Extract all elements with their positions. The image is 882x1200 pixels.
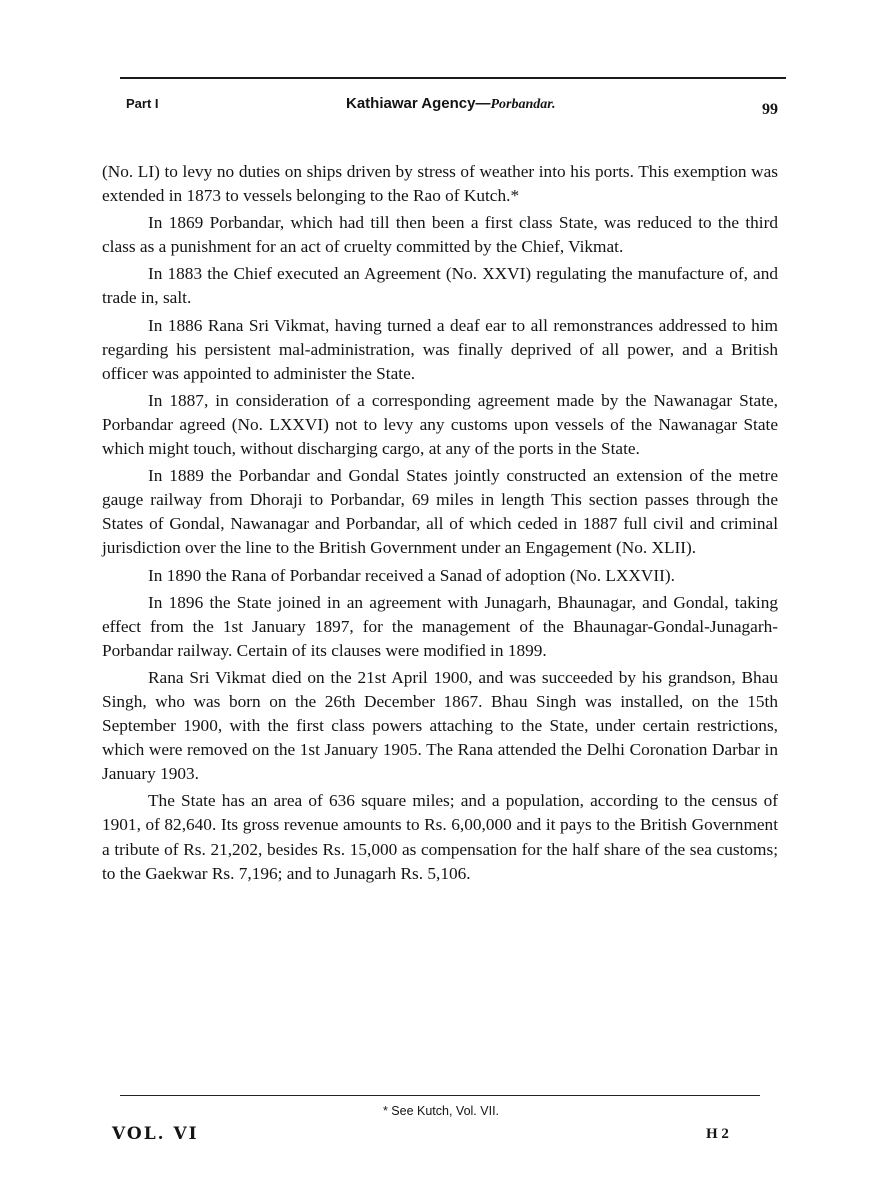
paragraph: The State has an area of 636 square miles; and a population, according to the census of 1901, of 82,640. Its gross revenue amounts to Rs. 6,00,000 and it pays to the British Government a tribute of Rs. 21,202, besides Rs. 15,000 as compensation for the half share of the sea customs; to the Gaekwar Rs. 7,196; and to Junagarh Rs. 5,106. [102,791,778,883]
paragraph: In 1883 the Chief executed an Agreement (No. XXVI) regulating the manufacture of, and trade in, salt. [102,264,778,308]
paragraph: In 1869 Porbandar, which had till then been a first class State, was reduced to the third class as a punishment for an act of cruelty committed by the Chief, Vikmat. [102,213,778,257]
paragraph: In 1896 the State joined in an agreement with Junagarh, Bhaunagar, and Gondal, taking effect from the 1st January 1897, for the management of the Bhaunagar-Gondal-Junagarh-Porbandar railway. Certain of its clauses were modified in 1899. [102,592,778,660]
paragraph: In 1886 Rana Sri Vikmat, having turned a deaf ear to all remonstrances addressed to him regarding his persistent mal-administration, was finally deprived of all power, and a British officer was appointed to administer the State. [102,315,778,383]
header-rule [120,77,786,79]
paragraph: (No. LI) to levy no duties on ships driven by stress of weather into his ports. This exemption was extended in 1873 to vessels belonging to the Rao of Kutch.* [102,162,778,206]
running-title [346,94,555,115]
page-number: 99 [762,101,778,118]
part-label: Part I [126,96,159,111]
footnote-rule [120,1095,760,1096]
running-title-sub: Porbandar. [490,97,556,112]
running-title-main: Kathiawar Agency— [346,95,491,112]
paragraph: In 1889 the Porbandar and Gondal States jointly constructed an extension of the metre gauge railway from Dhoraji to Porbandar, 69 miles in length This section passes through the States of Gondal, Nawanagar and Porbandar, all of which ceded in 1887 full civil and criminal jurisdiction over the line to the British Government under an Engagement (No. XLII). [102,466,778,558]
volume-signature: VOL. VI [112,1124,199,1144]
paragraph: In 1890 the Rana of Porbandar received a Sanad of adoption (No. LXXVII). [148,565,675,585]
paragraph: Rana Sri Vikmat died on the 21st April 1900, and was succeeded by his grandson, Bhau Singh, who was born on the 26th December 1867. Bhau Singh was installed, on the 15th September 1900, with the first class powers attaching to the State, under certain restrictions, which were removed on the 1st January 1905. The Rana attended the Delhi Coronation Darbar in January 1903. [102,667,778,784]
body-text [102,160,778,886]
paragraph: In 1887, in consideration of a corresponding agreement made by the Nawanagar State, Porbandar agreed (No. LXXVI) not to levy any customs upon vessels of the Nawanagar State which might touch, without discharging cargo, at any of the ports in the State. [102,390,778,459]
sheet-signature: H 2 [706,1126,729,1142]
footnote: * See Kutch, Vol. VII. [382,1104,500,1118]
